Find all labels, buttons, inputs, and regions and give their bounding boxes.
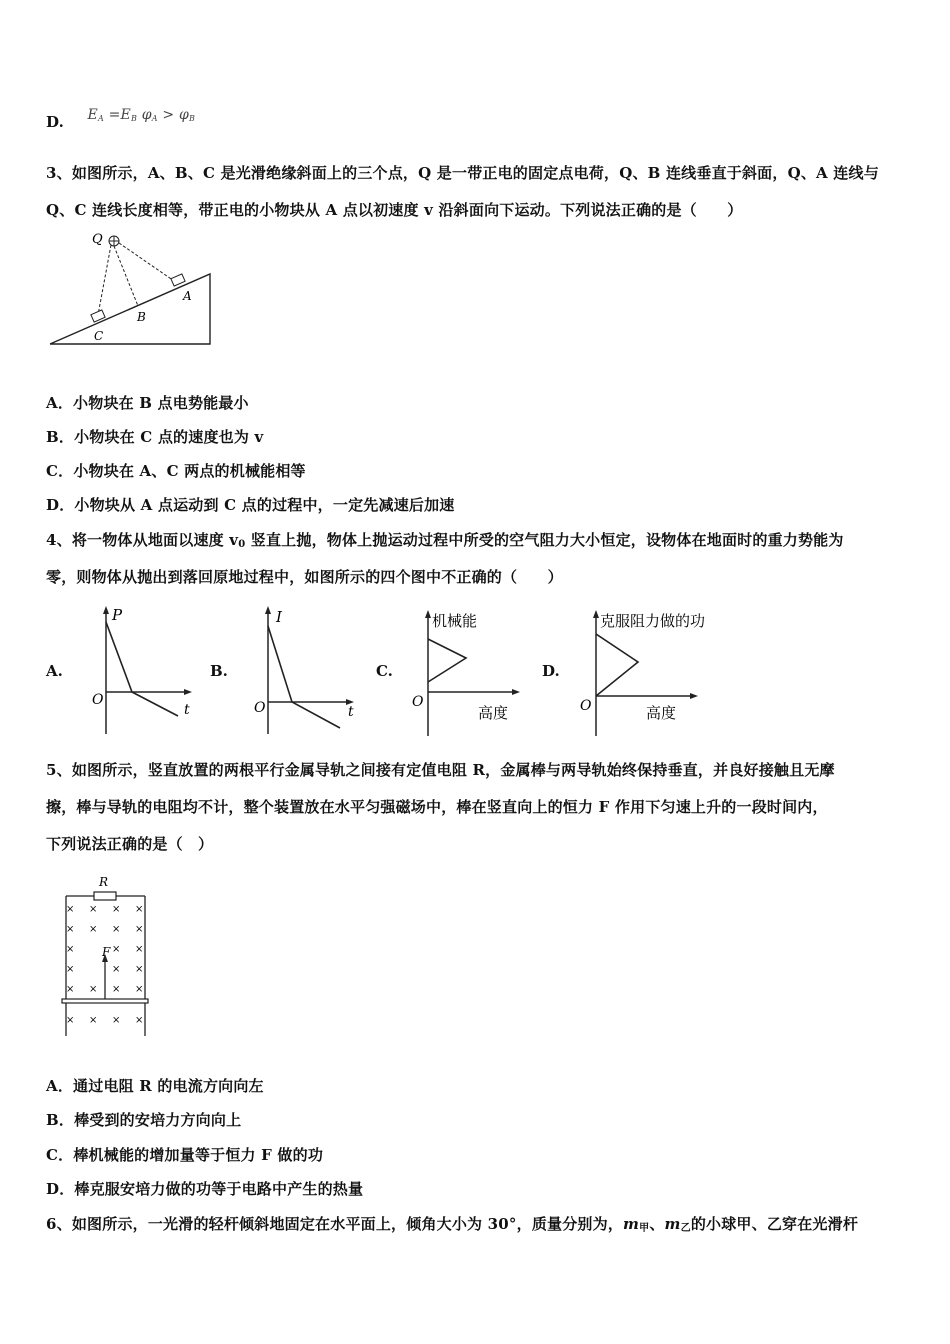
svg-text:高度: 高度: [478, 704, 509, 722]
field-cross: ×: [135, 924, 144, 935]
resistor-r: [94, 892, 116, 900]
q3-option-d: D．小物块从 A 点运动到 C 点的过程中，一定先减速后加速: [46, 496, 455, 514]
field-cross: ×: [89, 984, 98, 995]
q3-option-b: B．小物块在 C 点的速度也为 v: [46, 428, 264, 446]
svg-text:机械能: 机械能: [432, 612, 478, 630]
label-c: C: [94, 329, 104, 343]
q5-stem-line1: 5、如图所示，竖直放置的两根平行金属导轨之间接有定值电阻 R，金属棒与两导轨始终保持垂直，并良好接触且无摩: [46, 761, 835, 779]
svg-text:O: O: [254, 700, 266, 716]
field-cross: ×: [66, 1015, 75, 1026]
svg-text:R: R: [99, 875, 109, 889]
q2-option-d-label: D.: [46, 113, 65, 131]
q3-stem-line2: Q、C 连线长度相等，带正电的小物块从 A 点以初速度 v 沿斜面向下运动。下列说法正确的是（ ）: [46, 201, 743, 219]
q4-graph-a: [88, 604, 198, 739]
field-cross: ×: [89, 904, 98, 915]
q4-stem-line1: 4、将一物体从地面以速度 $v_0$ 竖直上抛，物体上抛运动过程中所受的空气阻力大小恒定，设物体在地面时的重力势能为: [46, 531, 844, 550]
q5-option-d: D．棒克服安培力做的功等于电路中产生的热量: [46, 1180, 364, 1198]
svg-text:P: P: [112, 606, 123, 624]
field-cross: ×: [89, 924, 98, 935]
line-q-b: [114, 246, 138, 306]
q2-option-d-formula: $E_A =E_B$ $\varphi_A > \varphi_B$: [87, 107, 196, 123]
svg-text:高度: 高度: [646, 704, 677, 722]
svg-text:O: O: [92, 692, 104, 708]
svg-text:I: I: [276, 608, 282, 626]
incline-outline: [50, 274, 210, 344]
q5-option-b: B．棒受到的安培力方向向上: [46, 1111, 242, 1129]
q3-stem-line1: 3、如图所示，A、B、C 是光滑绝缘斜面上的三个点，Q 是一带正电的固定点电荷，Q、B 连线垂直于斜面，Q、A 连线与: [46, 164, 879, 182]
field-cross: ×: [112, 984, 121, 995]
field-cross: ×: [89, 1015, 98, 1026]
metal-rod: [62, 999, 148, 1003]
field-cross: ×: [112, 964, 121, 975]
q4-graph-a-label: A.: [46, 662, 63, 680]
field-cross: ×: [112, 904, 121, 915]
q4-graph-c-label: C.: [376, 662, 393, 680]
field-cross: ×: [66, 964, 75, 975]
field-cross: ×: [66, 984, 75, 995]
q4-graph-b: [250, 604, 365, 739]
field-cross: ×: [112, 944, 121, 955]
line-q-c: [98, 245, 111, 315]
q5-stem-line3: 下列说法正确的是（ ）: [46, 835, 214, 853]
field-cross: ×: [66, 924, 75, 935]
q6-stem-line1: 6、如图所示，一光滑的轻杆倾斜地固定在水平面上，倾角大小为 30°，质量分别为，$m_甲$、$m_乙$的小球甲、乙穿在光滑杆: [46, 1215, 859, 1234]
field-cross: ×: [135, 964, 144, 975]
q3-incline-figure: [40, 228, 220, 353]
line-q-a: [119, 243, 177, 283]
field-cross: ×: [135, 984, 144, 995]
q4-graph-b-label: B.: [210, 662, 228, 680]
svg-text:F: F: [102, 945, 111, 959]
graph-d-curve: [596, 634, 638, 696]
graph-a-curve: [106, 622, 178, 716]
q5-option-a: A．通过电阻 R 的电流方向向左: [46, 1077, 264, 1095]
q2-option-d: [46, 107, 196, 131]
graph-c-curve: [428, 639, 466, 682]
field-cross: ×: [135, 904, 144, 915]
graph-b-curve: [268, 626, 340, 728]
q4-graph-d: [576, 604, 736, 739]
q4-graph-d-label: D.: [542, 662, 560, 680]
svg-text:O: O: [412, 694, 424, 710]
label-b: B: [137, 310, 146, 324]
q5-option-c: C．棒机械能的增加量等于恒力 F 做的功: [46, 1146, 324, 1164]
field-cross: ×: [112, 1015, 121, 1026]
q4-graph-c: [408, 604, 533, 739]
field-cross: ×: [66, 904, 75, 915]
field-cross: ×: [135, 944, 144, 955]
label-q: Q: [92, 232, 103, 247]
q4-stem-line2: 零，则物体从抛出到落回原地过程中，如图所示的四个图中不正确的（ ）: [46, 568, 563, 586]
field-cross: ×: [112, 924, 121, 935]
label-a: A: [183, 289, 192, 303]
svg-text:克服阻力做的功: 克服阻力做的功: [600, 612, 706, 630]
block-a: [171, 274, 185, 286]
field-cross: ×: [135, 1015, 144, 1026]
svg-text:t: t: [184, 702, 190, 718]
q3-option-a: A．小物块在 B 点电势能最小: [46, 394, 249, 412]
q5-stem-line2: 擦，棒与导轨的电阻均不计，整个装置放在水平匀强磁场中，棒在竖直向上的恒力 F 作用下匀速上升的一段时间内，: [46, 798, 828, 816]
q3-option-c: C．小物块在 A、C 两点的机械能相等: [46, 462, 306, 480]
svg-text:O: O: [580, 698, 592, 714]
q5-rail-figure: [56, 868, 156, 1038]
svg-text:t: t: [348, 704, 354, 720]
field-cross: ×: [66, 944, 75, 955]
